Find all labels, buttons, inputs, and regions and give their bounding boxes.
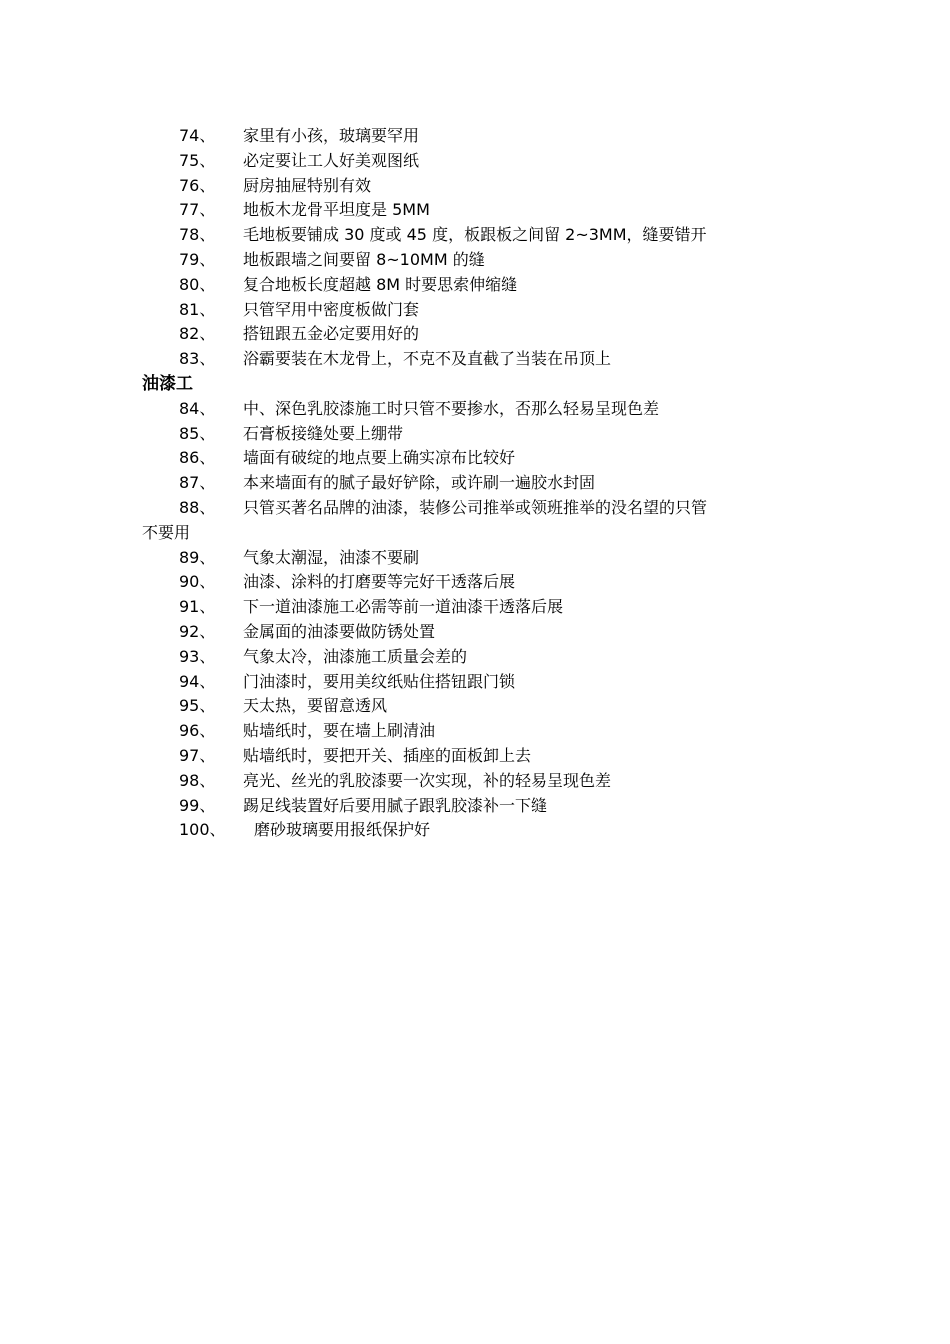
item-text: 只管罕用中密度板做门套 (243, 299, 420, 319)
item-text: 必定要让工人好美观图纸 (243, 150, 420, 170)
list-item (142, 174, 812, 199)
list-item (142, 149, 812, 174)
item-number: 89、 (179, 547, 216, 567)
item-text: 亮光、丝光的乳胶漆要一次实现，补的轻易呈现色差 (243, 770, 612, 790)
item-number: 85、 (179, 423, 216, 443)
item-text: 天太热，要留意透风 (243, 696, 388, 716)
list-item (142, 818, 812, 843)
item-text: 气象太潮湿，油漆不要刷 (243, 547, 420, 567)
item-text: 贴墙纸时，要在墙上刷清油 (243, 721, 436, 741)
item-text: 门油漆时，要用美纹纸贴住搭钮跟门锁 (243, 671, 516, 691)
list-item (142, 794, 812, 819)
item-text: 浴霸要装在木龙骨上，不克不及直截了当装在吊顶上 (243, 349, 612, 369)
list-item (142, 248, 812, 273)
item-text: 踢足线装置好后要用腻子跟乳胶漆补一下缝 (243, 795, 548, 815)
list-item (142, 397, 812, 422)
item-number: 82、 (179, 324, 216, 344)
list-item (142, 769, 812, 794)
item-number: 78、 (179, 225, 216, 245)
document-content (142, 124, 812, 843)
item-text: 中、深色乳胶漆施工时只管不要掺水，否那么轻易呈现色差 (243, 398, 660, 418)
list-item (142, 719, 812, 744)
list-item (142, 347, 812, 372)
list-item (142, 670, 812, 695)
item-number: 79、 (179, 249, 216, 269)
item-text: 贴墙纸时，要把开关、插座的面板卸上去 (243, 745, 532, 765)
item-text: 磨砂玻璃要用报纸保护好 (254, 820, 431, 840)
item-number: 83、 (179, 349, 216, 369)
list-item (142, 422, 812, 447)
item-text: 油漆、涂料的打磨要等完好干透落后展 (243, 572, 516, 592)
item-number: 99、 (179, 795, 216, 815)
item-number: 75、 (179, 150, 216, 170)
item-text: 金属面的油漆要做防锈处置 (243, 621, 436, 641)
section-heading: 油漆工 (142, 373, 193, 394)
item-number: 100、 (179, 820, 226, 840)
item-number: 80、 (179, 274, 216, 294)
item-text: 地板木龙骨平坦度是 5MM (243, 200, 430, 220)
list-item (142, 645, 812, 670)
list-item (142, 620, 812, 645)
list-item (142, 446, 812, 471)
list-item (142, 496, 812, 546)
item-number: 92、 (179, 621, 216, 641)
item-text: 毛地板要铺成 30 度或 45 度，板跟板之间留 2~3MM，缝要错开 (243, 225, 707, 245)
list-item (142, 273, 812, 298)
list-item (142, 223, 812, 248)
list-item (142, 471, 812, 496)
item-number: 95、 (179, 696, 216, 716)
item-number: 84、 (179, 398, 216, 418)
item-number: 77、 (179, 200, 216, 220)
item-number: 91、 (179, 597, 216, 617)
item-number: 76、 (179, 175, 216, 195)
item-text: 只管买著名品牌的油漆，装修公司推举或领班推举的没名望的只管 (243, 497, 708, 517)
item-text: 本来墙面有的腻子最好铲除，或许刷一遍胶水封固 (243, 473, 596, 493)
item-text: 气象太冷，油漆施工质量会差的 (243, 646, 468, 666)
item-number: 88、 (179, 497, 216, 517)
list-item (142, 546, 812, 571)
item-text: 厨房抽屉特别有效 (243, 175, 372, 195)
list-item (142, 595, 812, 620)
list-item (142, 322, 812, 347)
item-text: 墙面有破绽的地点要上确实凉布比较好 (243, 448, 516, 468)
list-item (142, 298, 812, 323)
item-number: 90、 (179, 572, 216, 592)
list-item (142, 744, 812, 769)
item-number: 94、 (179, 671, 216, 691)
item-number: 93、 (179, 646, 216, 666)
item-number: 87、 (179, 473, 216, 493)
item-number: 74、 (179, 126, 216, 145)
item-number: 81、 (179, 299, 216, 319)
item-text: 家里有小孩，玻璃要罕用 (243, 126, 420, 145)
item-number: 97、 (179, 745, 216, 765)
list-item (142, 124, 812, 149)
list-item (142, 570, 812, 595)
list-item (142, 694, 812, 719)
item-text: 地板跟墙之间要留 8~10MM 的缝 (243, 249, 485, 269)
item-text: 复合地板长度超越 8M 时要思索伸缩缝 (243, 274, 518, 294)
list-item (142, 198, 812, 223)
item-text-continuation: 不要用 (142, 522, 191, 542)
item-number: 98、 (179, 770, 216, 790)
item-text: 下一道油漆施工必需等前一道油漆干透落后展 (243, 597, 564, 617)
item-text: 石膏板接缝处要上绷带 (243, 423, 404, 443)
item-number: 86、 (179, 448, 216, 468)
item-number: 96、 (179, 721, 216, 741)
item-text: 搭钮跟五金必定要用好的 (243, 324, 420, 344)
